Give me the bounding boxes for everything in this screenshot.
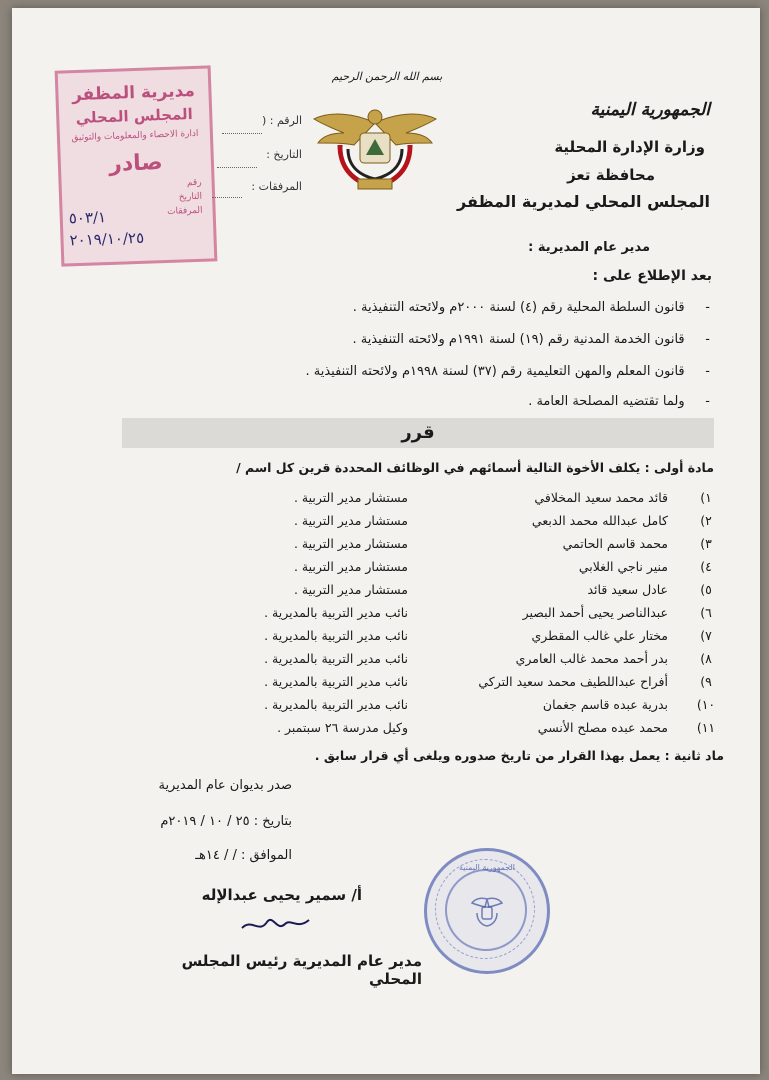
person-name: كامل عبدالله محمد الدبعي — [531, 513, 668, 528]
person-position: نائب مدير التربية بالمديرية . — [264, 651, 408, 666]
list-item — [68, 605, 718, 627]
decision-title: قرر — [122, 418, 714, 448]
person-position: نائب مدير التربية بالمديرية . — [264, 697, 408, 712]
person-position: مستشار مدير التربية . — [293, 513, 408, 528]
person-name: عبدالناصر يحيى أحمد البصير — [522, 605, 668, 620]
person-name: منير ناجي الغلابي — [578, 559, 668, 574]
person-name: بدرية عبده قاسم جغمان — [542, 697, 668, 712]
law-dash: - — [705, 394, 710, 409]
after-review: بعد الإطلاع على : — [592, 268, 712, 284]
article-one: مادة أولى : يكلف الأخوة التالية أسمائهم في الوظائف المحددة قرين كل اسم / — [236, 460, 714, 475]
stamp-issued: صادر — [108, 150, 164, 177]
item-number: ٣) — [700, 536, 712, 551]
list-item — [68, 651, 718, 673]
item-number: ٤) — [700, 559, 712, 574]
person-name: بدر أحمد محمد غالب العامري — [515, 651, 668, 666]
person-name: محمد قاسم الحاتمي — [562, 536, 668, 551]
signature-icon — [237, 908, 317, 938]
list-item — [68, 720, 718, 742]
law-item — [230, 394, 710, 409]
issued-stamp — [55, 65, 218, 266]
law-item — [230, 364, 710, 379]
ref-line — [222, 132, 262, 134]
law-item — [230, 300, 710, 315]
item-number: ٥) — [700, 582, 712, 597]
stamp-line2: المجلس المحلي — [75, 104, 194, 128]
hijri-date: الموافق : / / ١٤هـ — [195, 848, 292, 863]
stamp-date-label: التاريخ — [178, 191, 203, 203]
person-name: قائد محمد سعيد المخلافي — [534, 490, 668, 505]
item-number: ٧) — [700, 628, 712, 643]
document-page — [12, 8, 760, 1074]
law-text: قانون السلطة المحلية رقم (٤) لسنة ٢٠٠٠م ولائحته التنفيذية . — [352, 300, 685, 315]
seal-emblem-icon — [469, 893, 505, 929]
law-text: قانون المعلم والمهن التعليمية رقم (٣٧) لسنة ١٩٩٨م ولائحته التنفيذية . — [305, 364, 685, 379]
item-number: ٨) — [700, 651, 712, 666]
stamp-handwritten-date: ٢٠١٩/١٠/٢٥ — [69, 228, 145, 250]
ref-label: الرقم : ( — [261, 114, 302, 127]
person-position: مستشار مدير التربية . — [293, 582, 408, 597]
addressee: مدير عام المديرية : — [528, 240, 650, 255]
issued-at: صدر بديوان عام المديرية — [158, 778, 292, 793]
date-line — [217, 166, 257, 168]
list-item — [68, 536, 718, 558]
list-item — [68, 559, 718, 581]
list-item — [68, 513, 718, 535]
person-position: نائب مدير التربية بالمديرية . — [264, 674, 408, 689]
list-item — [68, 490, 718, 512]
seal-text: الجمهورية اليمنية — [458, 863, 515, 872]
yemen-emblem-icon — [310, 103, 440, 198]
person-position: مستشار مدير التربية . — [293, 559, 408, 574]
person-name: محمد عبده مصلح الأنسي — [537, 720, 668, 735]
person-name: مختار علي غالب المقطري — [531, 628, 668, 643]
item-number: ٢) — [700, 513, 712, 528]
list-item — [68, 582, 718, 604]
person-name: عادل سعيد قائد — [587, 582, 668, 597]
item-number: ١١) — [696, 720, 716, 735]
basmala: بسم الله الرحمن الرحيم — [331, 70, 443, 83]
person-position: مستشار مدير التربية . — [293, 490, 408, 505]
governorate-name: محافظة تعز — [567, 166, 655, 184]
ministry-name: وزارة الإدارة المحلية — [554, 138, 705, 156]
person-position: وكيل مدرسة ٢٦ سبتمبر . — [277, 720, 408, 735]
stamp-number-label: رقم — [186, 177, 202, 189]
signer-name: أ/ سمير يحيى عبدالإله — [201, 886, 362, 904]
item-number: ٩) — [700, 674, 712, 689]
law-dash: - — [705, 300, 710, 315]
attachments-line — [212, 196, 242, 198]
item-number: ١٠) — [696, 697, 716, 712]
article-two: ماد ثانية : يعمل بهذا القرار من تاريخ صدوره ويلغى أي قرار سابق . — [314, 748, 724, 763]
stamp-line3: ادارة الاحصاء والمعلومات والتوثيق — [71, 128, 199, 144]
item-number: ٦) — [700, 605, 712, 620]
item-number: ١) — [700, 490, 712, 505]
list-item — [68, 697, 718, 719]
law-text: قانون الخدمة المدنية رقم (١٩) لسنة ١٩٩١م ولائحته التنفيذية . — [352, 332, 685, 347]
date-label: التاريخ : — [266, 148, 302, 161]
attachments-label: المرفقات : — [251, 180, 302, 193]
list-item — [68, 674, 718, 696]
law-dash: - — [705, 332, 710, 347]
republic-title: الجمهورية اليمنية — [590, 100, 710, 120]
stamp-handwritten-number: ٥٠٣/١ — [68, 208, 107, 228]
person-position: نائب مدير التربية بالمديرية . — [264, 605, 408, 620]
person-name: أفراح عبداللطيف محمد سعيد التركي — [478, 674, 668, 689]
issue-date: بتاريخ : ٢٥ / ١٠ / ٢٠١٩م — [160, 814, 292, 829]
person-position: نائب مدير التربية بالمديرية . — [264, 628, 408, 643]
council-name: المجلس المحلي لمديرية المظفر — [457, 192, 710, 211]
signer-title: مدير عام المديرية رئيس المجلس المحلي — [181, 952, 422, 988]
person-position: مستشار مدير التربية . — [293, 536, 408, 551]
list-item — [68, 628, 718, 650]
stamp-attachments-label: المرفقات — [166, 205, 203, 217]
official-seal — [424, 848, 550, 974]
law-dash: - — [705, 364, 710, 379]
stamp-line1: مديرية المظفر — [71, 80, 196, 106]
law-text: ولما تقتضيه المصلحة العامة . — [528, 394, 685, 409]
law-item — [230, 332, 710, 347]
